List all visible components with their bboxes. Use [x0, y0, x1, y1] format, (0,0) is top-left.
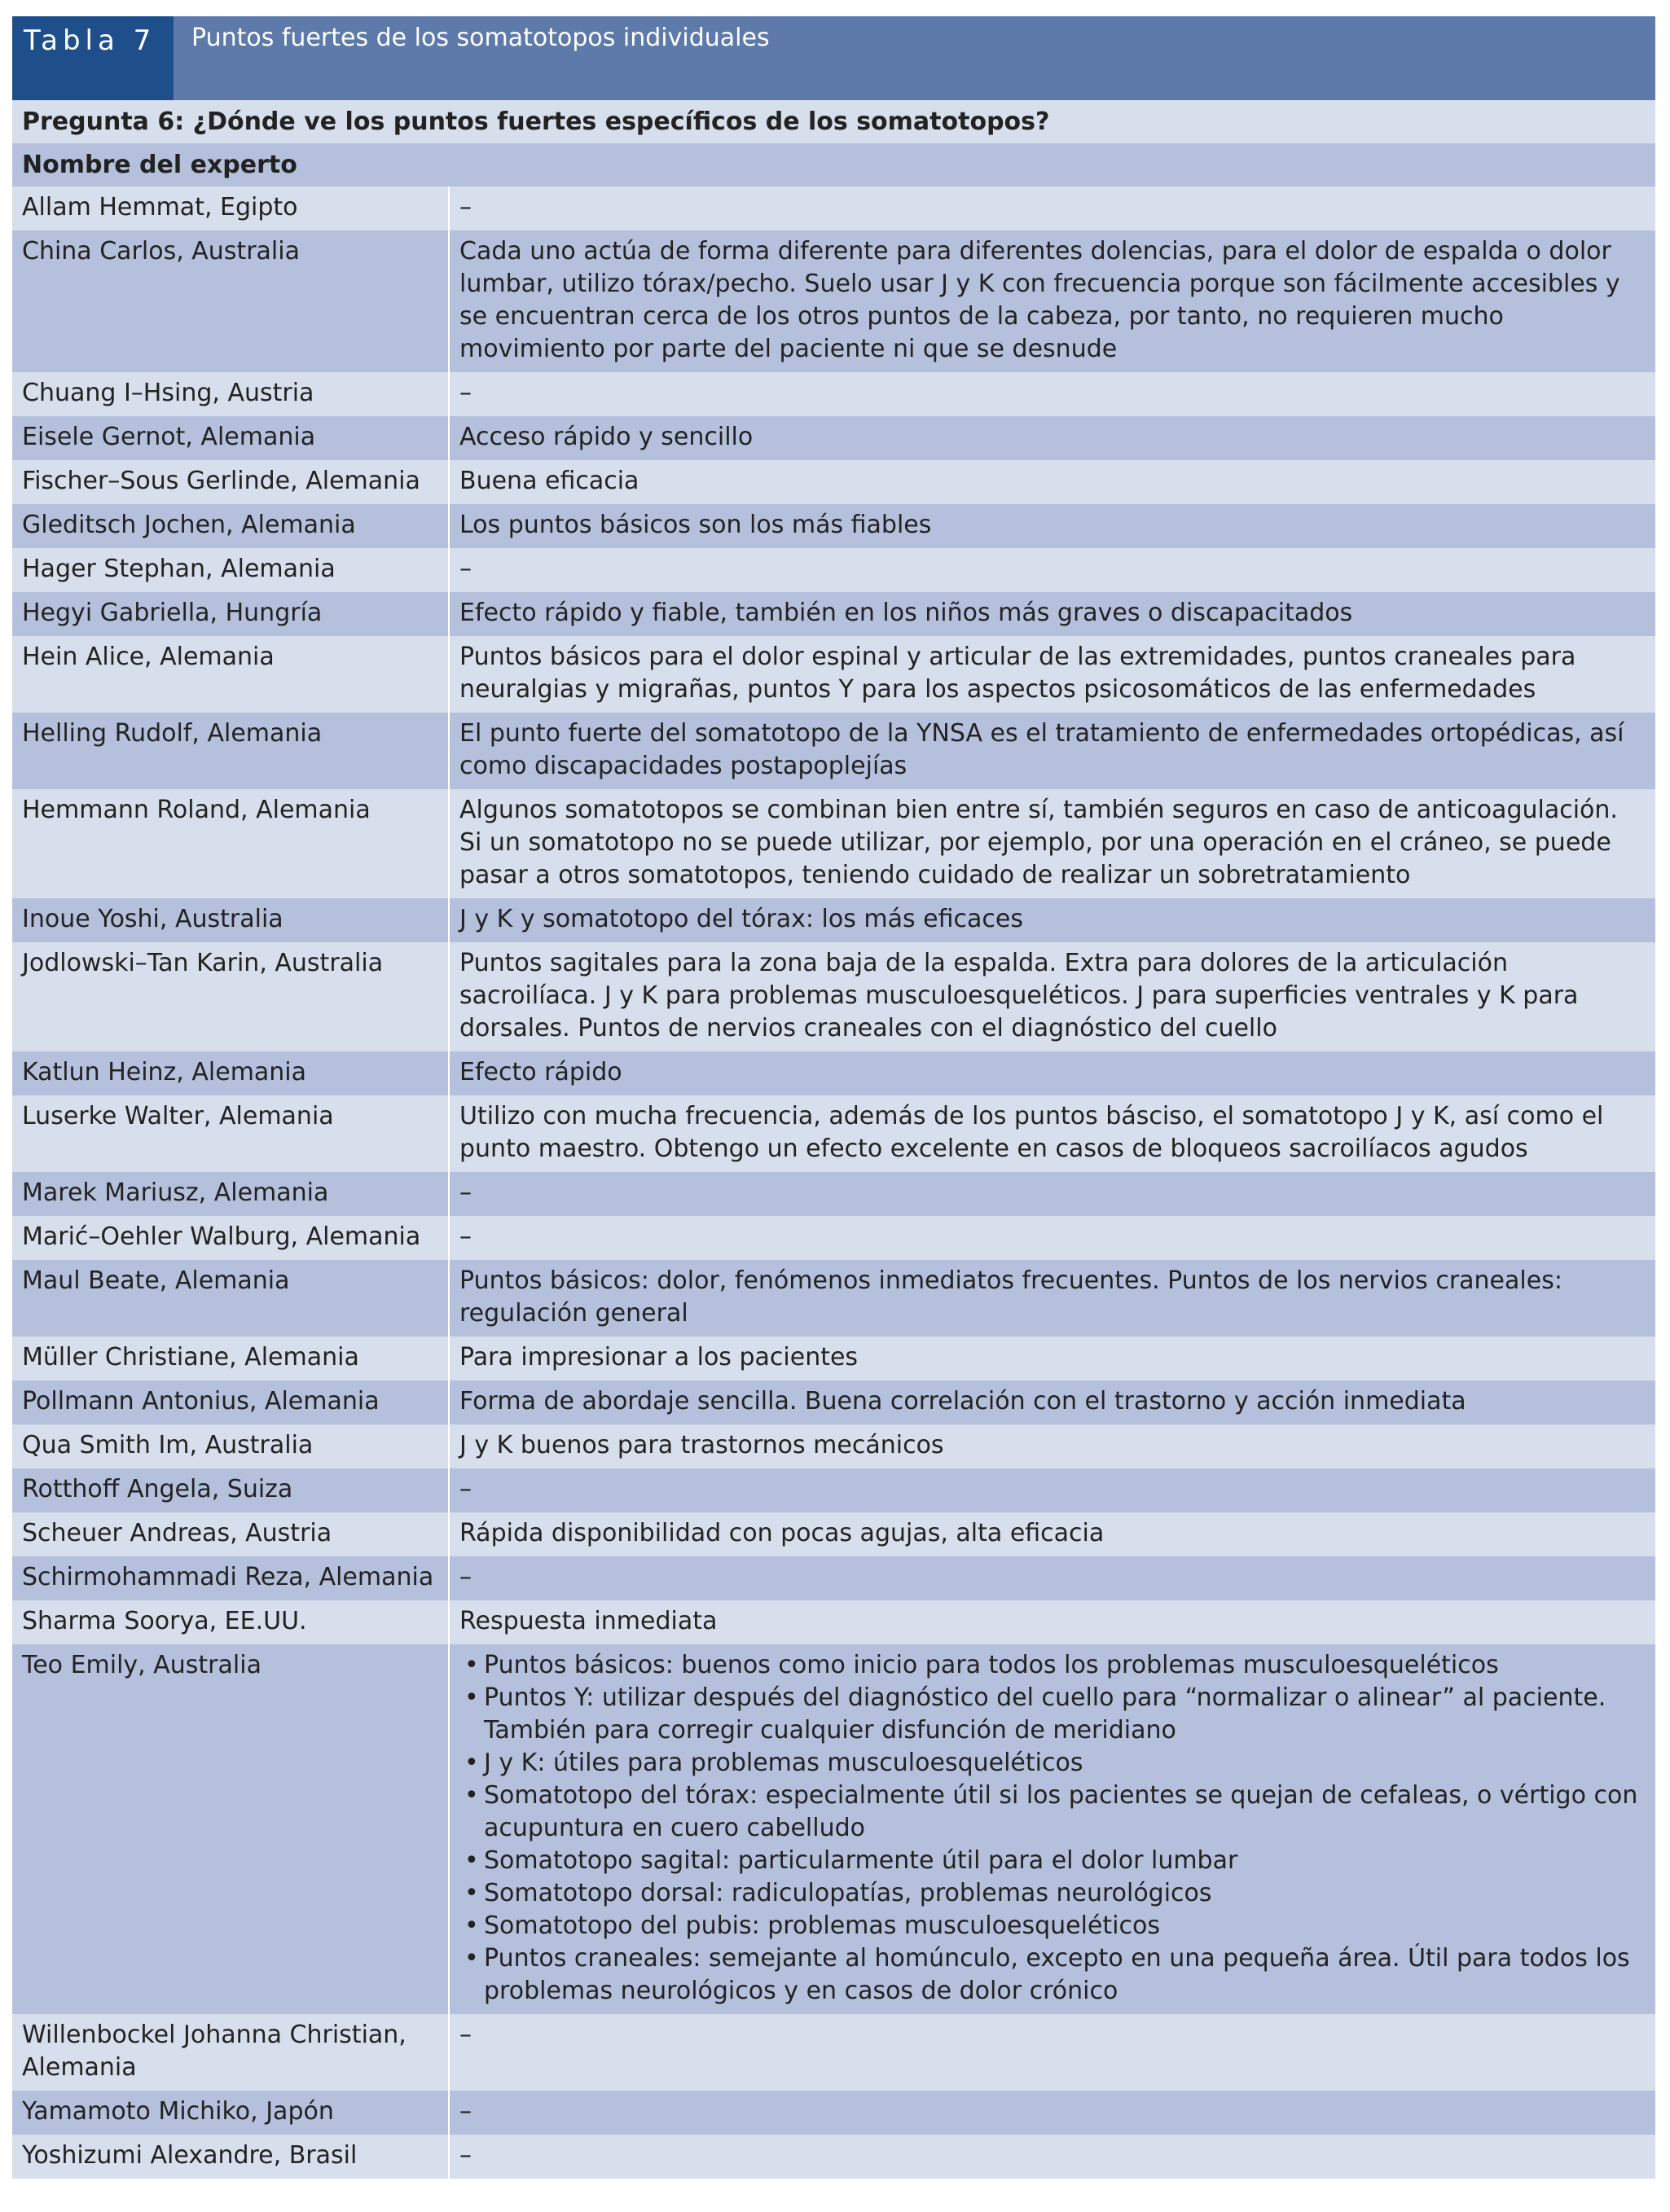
table-row [12, 504, 1655, 548]
table-row [12, 2135, 1655, 2179]
table-row [12, 898, 1655, 942]
answer-cell: Rápida disponibilidad con pocas agujas, alta eficacia [449, 1512, 1655, 1556]
expert-name-cell: Hein Alice, Alemania [12, 636, 449, 713]
table-row [12, 187, 1655, 230]
expert-name-cell: Allam Hemmat, Egipto [12, 187, 449, 230]
expert-name-cell: Willenbockel Johanna Christian, Alemania [12, 2014, 449, 2091]
table-row [12, 1051, 1655, 1095]
expert-name-cell: Fischer–Sous Gerlinde, Alemania [12, 460, 449, 504]
expert-name-cell: Pollmann Antonius, Alemania [12, 1380, 449, 1424]
list-item: • Puntos craneales: semejante al homúnculo, excepto en una pequeña área. Útil para todos los problemas neurológicos y en casos de dolor crónico [459, 1942, 1647, 2008]
table-row [12, 2014, 1655, 2091]
list-item: • Somatotopo dorsal: radiculopatías, problemas neurológicos [459, 1877, 1647, 1910]
expert-name-cell: Schirmohammadi Reza, Alemania [12, 1556, 449, 1600]
table-title: Puntos fuertes de los somatotopos individuales [191, 24, 770, 52]
answer-cell: Forma de abordaje sencilla. Buena correlación con el trastorno y acción inmediata [449, 1380, 1655, 1424]
table-row [12, 1424, 1655, 1468]
expert-name-cell: Luserke Walter, Alemania [12, 1095, 449, 1172]
expert-name-cell: Qua Smith Im, Australia [12, 1424, 449, 1468]
answer-cell: Acceso rápido y sencillo [449, 416, 1655, 460]
expert-name-cell: Hager Stephan, Alemania [12, 548, 449, 592]
list-item: • Somatotopo sagital: particularmente útil para el dolor lumbar [459, 1845, 1647, 1877]
answer-cell: J y K y somatotopo del tórax: los más eficaces [449, 898, 1655, 942]
table-row [12, 1260, 1655, 1336]
table-header [12, 16, 1655, 100]
answer-cell: Buena eficacia [449, 460, 1655, 504]
list-item: • Somatotopo del pubis: problemas musculoesqueléticos [459, 1910, 1647, 1942]
table-row [12, 2091, 1655, 2135]
expert-name-cell: Chuang I–Hsing, Austria [12, 372, 449, 416]
answer-cell: Efecto rápido y fiable, también en los niños más graves o discapacitados [449, 592, 1655, 636]
table-row [12, 548, 1655, 592]
expert-name-cell: Müller Christiane, Alemania [12, 1336, 449, 1380]
table-row [12, 1468, 1655, 1512]
table-row [12, 1095, 1655, 1172]
table-row [12, 1172, 1655, 1216]
expert-name-cell: Helling Rudolf, Alemania [12, 713, 449, 789]
answer-cell: Utilizo con mucha frecuencia, además de los puntos básciso, el somatotopo J y K, así como el punto maestro. Obtengo un efecto excelente en casos de bloqueos sacroilíacos agudos [449, 1095, 1655, 1172]
column-header-expert-name: Nombre del experto [12, 143, 1655, 187]
answer-cell: Puntos sagitales para la zona baja de la espalda. Extra para dolores de la articulación sacroilíaca. J y K para problemas musculoesqueléticos. J para superficies ventrales y K para dorsales. Puntos de nervios craneales con el diagnóstico del cuello [449, 942, 1655, 1051]
table-row [12, 942, 1655, 1051]
answer-cell: Algunos somatotopos se combinan bien entre sí, también seguros en caso de anticoagulación. Si un somatotopo no se puede utilizar, por ejemplo, por una operación en el cráneo, se puede pasar a otros somatotopos, teniendo cuidado de realizar un sobretratamiento [449, 789, 1655, 898]
expert-name-cell: Rotthoff Angela, Suiza [12, 1468, 449, 1512]
answer-cell: – [449, 2014, 1655, 2091]
answer-cell: – [449, 2091, 1655, 2135]
expert-name-cell: Jodlowski–Tan Karin, Australia [12, 942, 449, 1051]
expert-name-cell: Hemmann Roland, Alemania [12, 789, 449, 898]
expert-name-cell: Yamamoto Michiko, Japón [12, 2091, 449, 2135]
answer-cell: J y K buenos para trastornos mecánicos [449, 1424, 1655, 1468]
table-row [12, 636, 1655, 713]
expert-name-cell: Eisele Gernot, Alemania [12, 416, 449, 460]
expert-name-cell: Sharma Soorya, EE.UU. [12, 1600, 449, 1644]
table-row [12, 713, 1655, 789]
answer-cell: Respuesta inmediata [449, 1600, 1655, 1644]
expert-name-cell: Scheuer Andreas, Austria [12, 1512, 449, 1556]
expert-name-cell: Inoue Yoshi, Australia [12, 898, 449, 942]
experts-table [12, 187, 1655, 2179]
expert-name-cell: Marić–Oehler Walburg, Alemania [12, 1216, 449, 1260]
table-row [12, 460, 1655, 504]
expert-name-cell: China Carlos, Australia [12, 230, 449, 372]
expert-name-cell: Yoshizumi Alexandre, Brasil [12, 2135, 449, 2179]
table-row [12, 1600, 1655, 1644]
answer-cell: Los puntos básicos son los más fiables [449, 504, 1655, 548]
question-row: Pregunta 6: ¿Dónde ve los puntos fuertes específicos de los somatotopos? [12, 100, 1655, 143]
answer-cell: El punto fuerte del somatotopo de la YNSA es el tratamiento de enfermedades ortopédicas, así como discapacidades postapoplejías [449, 713, 1655, 789]
answer-cell: – [449, 1556, 1655, 1600]
table-row [12, 1380, 1655, 1424]
answer-cell: – [449, 2135, 1655, 2179]
table-row [12, 416, 1655, 460]
answer-cell: – [449, 372, 1655, 416]
table-row [12, 372, 1655, 416]
answer-cell: – [449, 187, 1655, 230]
list-item: • Puntos básicos: buenos como inicio para todos los problemas musculoesqueléticos [459, 1649, 1647, 1682]
expert-name-cell: Gleditsch Jochen, Alemania [12, 504, 449, 548]
list-item: • Somatotopo del tórax: especialmente útil si los pacientes se quejan de cefaleas, o vértigo con acupuntura en cuero cabelludo [459, 1780, 1647, 1845]
table-row [12, 230, 1655, 372]
table-row [12, 1644, 1655, 2014]
list-item: • J y K: útiles para problemas musculoesqueléticos [459, 1747, 1647, 1780]
table-row [12, 1556, 1655, 1600]
expert-name-cell: Katlun Heinz, Alemania [12, 1051, 449, 1095]
answer-cell: – [449, 1216, 1655, 1260]
expert-name-cell: Teo Emily, Australia [12, 1644, 449, 2014]
answer-cell: – [449, 1468, 1655, 1512]
answer-cell: Puntos básicos para el dolor espinal y articular de las extremidades, puntos craneales para neuralgias y migrañas, puntos Y para los aspectos psicosomáticos de las enfermedades [449, 636, 1655, 713]
table-row [12, 789, 1655, 898]
answer-cell: Para impresionar a los pacientes [449, 1336, 1655, 1380]
expert-name-cell: Hegyi Gabriella, Hungría [12, 592, 449, 636]
table-row [12, 1336, 1655, 1380]
answer-bullet-list [459, 1649, 1647, 2008]
expert-name-cell: Maul Beate, Alemania [12, 1260, 449, 1336]
table-label: Tabla 7 [12, 16, 174, 100]
answer-cell: – [449, 548, 1655, 592]
table-row [12, 1512, 1655, 1556]
answer-cell: Puntos básicos: dolor, fenómenos inmediatos frecuentes. Puntos de los nervios craneales: regulación general [449, 1260, 1655, 1336]
table-row [12, 592, 1655, 636]
answer-cell: – [449, 1172, 1655, 1216]
table-row [12, 1216, 1655, 1260]
answer-cell [449, 1644, 1655, 2014]
answer-cell: Cada uno actúa de forma diferente para diferentes dolencias, para el dolor de espalda o dolor lumbar, utilizo tórax/pecho. Suelo usar J y K con frecuencia porque son fácilmente accesibles y se encuentran cerca de los otros puntos de la cabeza, por tanto, no requieren mucho movimiento por parte del paciente ni que se desnude [449, 230, 1655, 372]
expert-name-cell: Marek Mariusz, Alemania [12, 1172, 449, 1216]
list-item: • Puntos Y: utilizar después del diagnóstico del cuello para “normalizar o alinear” al paciente. También para corregir cualquier disfunción de meridiano [459, 1682, 1647, 1747]
table-7 [12, 16, 1655, 2179]
answer-cell: Efecto rápido [449, 1051, 1655, 1095]
